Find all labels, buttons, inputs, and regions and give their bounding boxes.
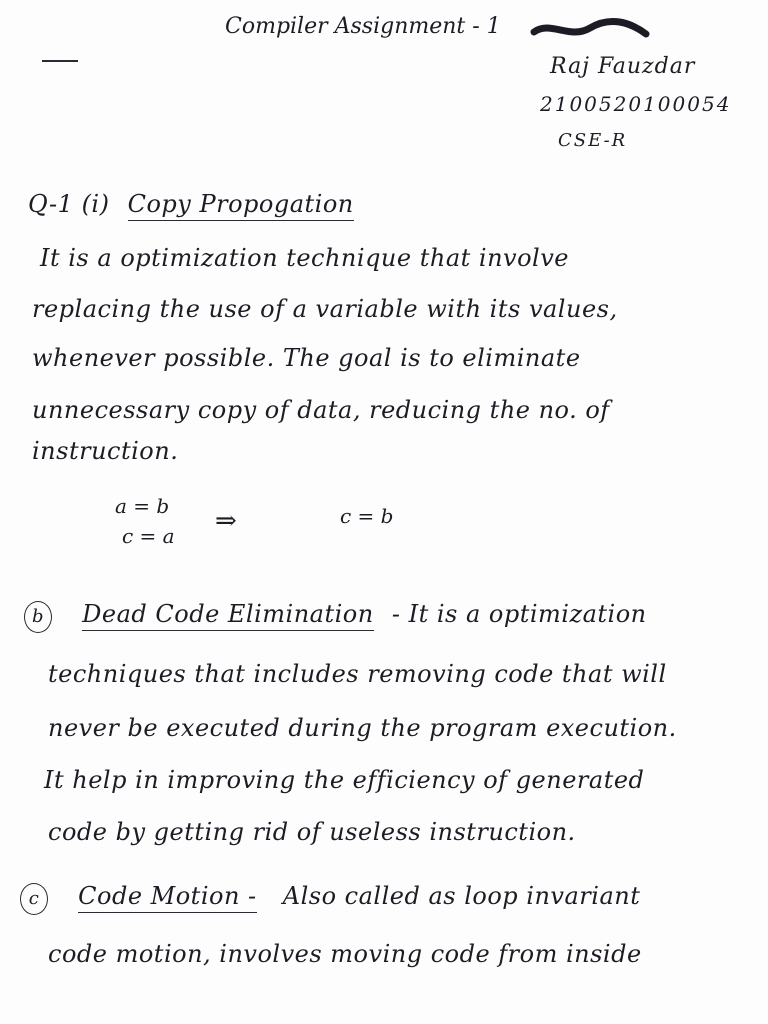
c-lead: Also called as loop invariant [282,882,641,910]
b-line-4: code by getting rid of useless instruction. [48,818,576,846]
b-marker: b [24,601,52,633]
example-line-1: a = b [115,494,170,518]
implies-arrow: ⇒ [215,506,237,536]
b-lead: - It is a optimization [391,600,647,628]
q1-heading-row [28,190,354,218]
c-marker: c [20,883,48,915]
roll-number: 2100520100054 [540,92,732,116]
q1-line-4: unnecessary copy of data, reducing the no. of [32,396,610,424]
section-label: CSE-R [558,130,628,151]
q1-heading: Copy Propogation [128,190,354,221]
q1-line-2: replacing the use of a variable with its values, [32,295,618,323]
example-line-2: c = a [122,524,175,548]
q1-label: Q-1 (i) [28,190,110,218]
student-name: Raj Fauzdar [550,54,696,79]
page-title: Compiler Assignment - 1 [225,14,501,39]
q1-line-1: It is a optimization technique that involve [40,244,569,272]
scribble-mark [530,14,650,44]
b-line-1: techniques that includes removing code that will [48,660,667,688]
example-result: c = b [340,504,394,528]
c-heading-row [20,882,640,915]
b-heading-row [24,600,647,633]
c-line-1: code motion, involves moving code from inside [48,940,642,968]
b-heading: Dead Code Elimination [82,600,374,631]
b-line-2: never be executed during the program execution. [48,714,677,742]
q1-line-3: whenever possible. The goal is to eliminate [32,344,581,372]
b-line-3: It help in improving the efficiency of generated [44,766,645,794]
margin-dash [42,60,78,62]
q1-line-5: instruction. [32,437,179,465]
c-heading: Code Motion - [78,882,257,913]
